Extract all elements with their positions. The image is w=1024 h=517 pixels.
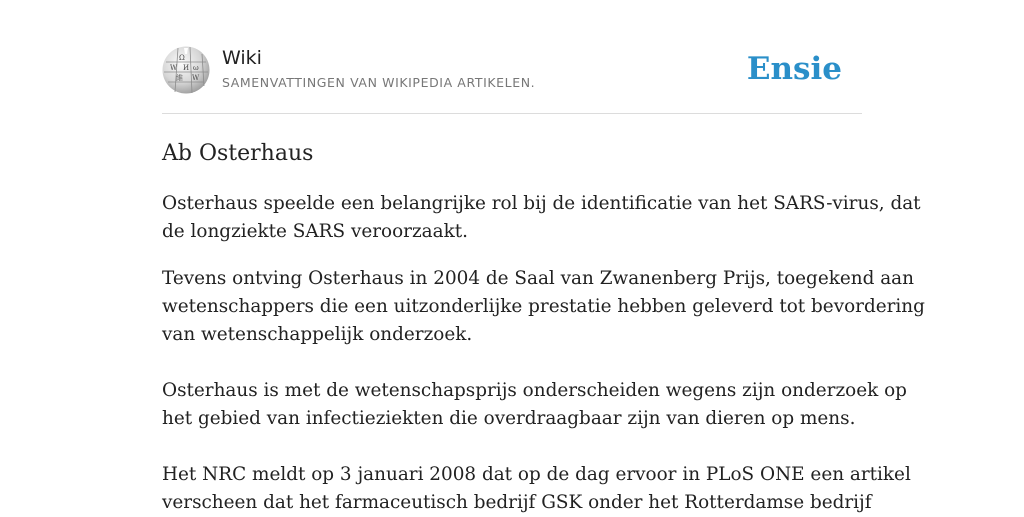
svg-text:Ω: Ω	[179, 54, 185, 62]
brand-logo[interactable]: Ensie	[746, 51, 842, 87]
article-paragraph	[162, 377, 907, 433]
site-header	[162, 0, 862, 114]
svg-text:ω: ω	[193, 64, 199, 72]
article-paragraph	[162, 265, 925, 349]
article-paragraph	[162, 461, 911, 517]
svg-text:W: W	[192, 74, 200, 82]
svg-text:И: И	[183, 64, 190, 72]
paragraph-line: Osterhaus is met de wetenschapsprijs onderscheiden wegens zijn onderzoek op	[162, 380, 907, 401]
paragraph-line: verscheen dat het farmaceutisch bedrijf GSK onder het Rotterdamse bedrijf	[162, 492, 872, 513]
paragraph-line: Osterhaus speelde een belangrijke rol bij de identificatie van het SARS-virus, dat	[162, 193, 921, 214]
wikipedia-globe-icon[interactable]	[162, 46, 210, 94]
article-paragraph	[162, 190, 921, 246]
paragraph-line: Het NRC meldt op 3 januari 2008 dat op de dag ervoor in PLoS ONE een artikel	[162, 464, 911, 485]
paragraph-line: van wetenschappelijk onderzoek.	[162, 324, 473, 345]
paragraph-line: de longziekte SARS veroorzaakt.	[162, 221, 468, 242]
paragraph-line: het gebied van infectieziekten die overdraagbaar zijn van dieren op mens.	[162, 408, 856, 429]
svg-text:W: W	[170, 64, 178, 72]
page	[162, 0, 925, 517]
article-title: Ab Osterhaus	[162, 141, 314, 166]
article	[162, 140, 925, 517]
paragraph-line: wetenschappers die een uitzonderlijke prestatie hebben geleverd tot bevordering	[162, 296, 925, 317]
site-title[interactable]: Wiki	[222, 47, 262, 69]
svg-text:維: 維	[176, 74, 183, 82]
site-tagline: SAMENVATTINGEN VAN WIKIPEDIA ARTIKELEN.	[222, 75, 536, 90]
paragraph-line: Tevens ontving Osterhaus in 2004 de Saal van Zwanenberg Prijs, toegekend aan	[162, 268, 914, 289]
